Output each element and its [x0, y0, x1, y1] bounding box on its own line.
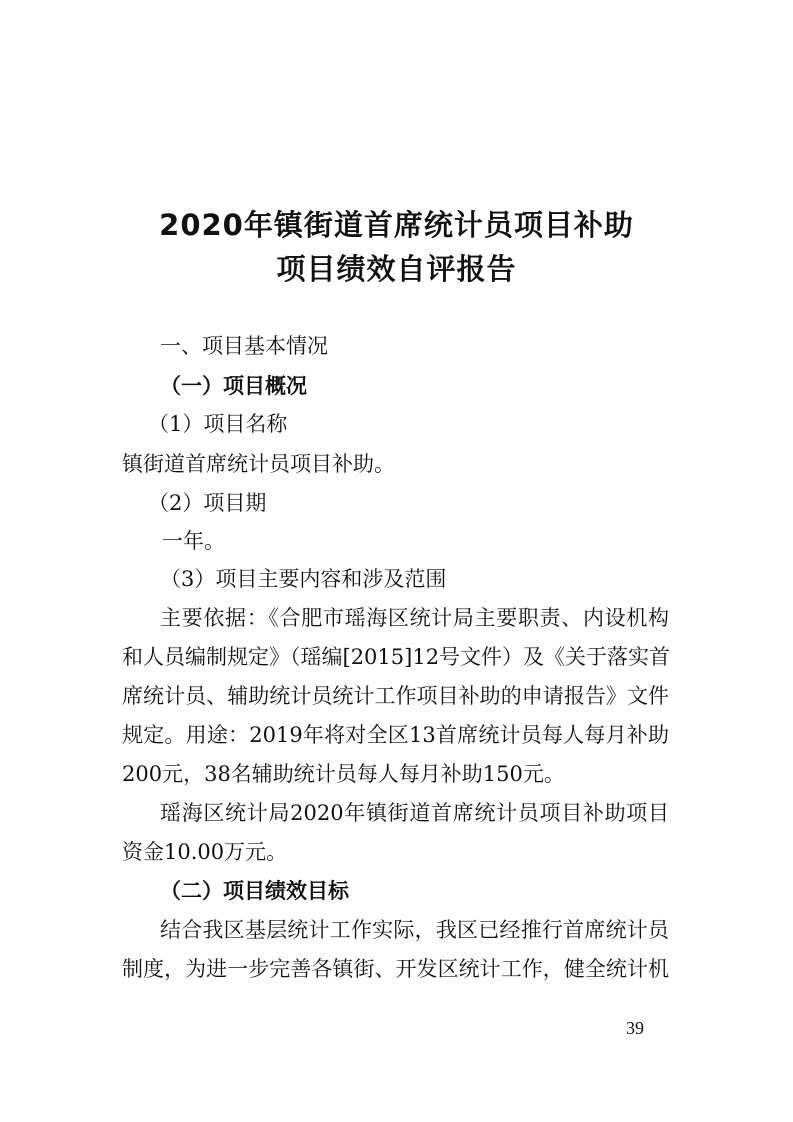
paragraph-basis-line-3: 席统计员、辅助统计员统计工作项目补助的申请报告》文件	[122, 684, 669, 708]
item-label-project-period: （2）项目期	[148, 491, 267, 515]
paragraph-funding-line-1: 瑶海区统计局2020年镇街道首席统计员项目补助项目	[160, 801, 669, 825]
document-title-line-2: 项目绩效自评报告	[276, 252, 517, 286]
paragraph-basis-line-1: 主要依据：《合肥市瑶海区统计局主要职责、内设机构	[160, 606, 669, 630]
item-label-project-name: （1）项目名称	[148, 412, 288, 436]
document-title-line-1: 2020年镇街道首席统计员项目补助	[159, 208, 634, 242]
paragraph-basis-line-2: 和人员编制规定》（瑶编[2015]12号文件）及《关于落实首	[122, 645, 671, 669]
item-text-project-period: 一年。	[162, 529, 225, 553]
paragraph-funding-line-2: 资金10.00万元。	[122, 840, 288, 864]
item-text-project-name: 镇街道首席统计员项目补助。	[122, 452, 395, 476]
paragraph-goals-line-2: 制度，为进一步完善各镇街、开发区统计工作，健全统计机	[122, 957, 669, 981]
paragraph-goals-line-1: 结合我区基层统计工作实际，我区已经推行首席统计员	[160, 918, 669, 942]
subsection-heading-overview: （一）项目概况	[160, 374, 307, 398]
section-heading-basic-info: 一、项目基本情况	[160, 334, 328, 358]
page-number: 39	[626, 1018, 644, 1038]
item-label-project-scope: （3）项目主要内容和涉及范围	[160, 567, 447, 591]
paragraph-basis-line-4: 规定。用途：2019年将对全区13首席统计员每人每月补助	[122, 723, 669, 747]
paragraph-basis-line-5: 200元，38名辅助统计员每人每月补助150元。	[122, 762, 565, 786]
subsection-heading-performance-goals: （二）项目绩效目标	[160, 879, 349, 903]
